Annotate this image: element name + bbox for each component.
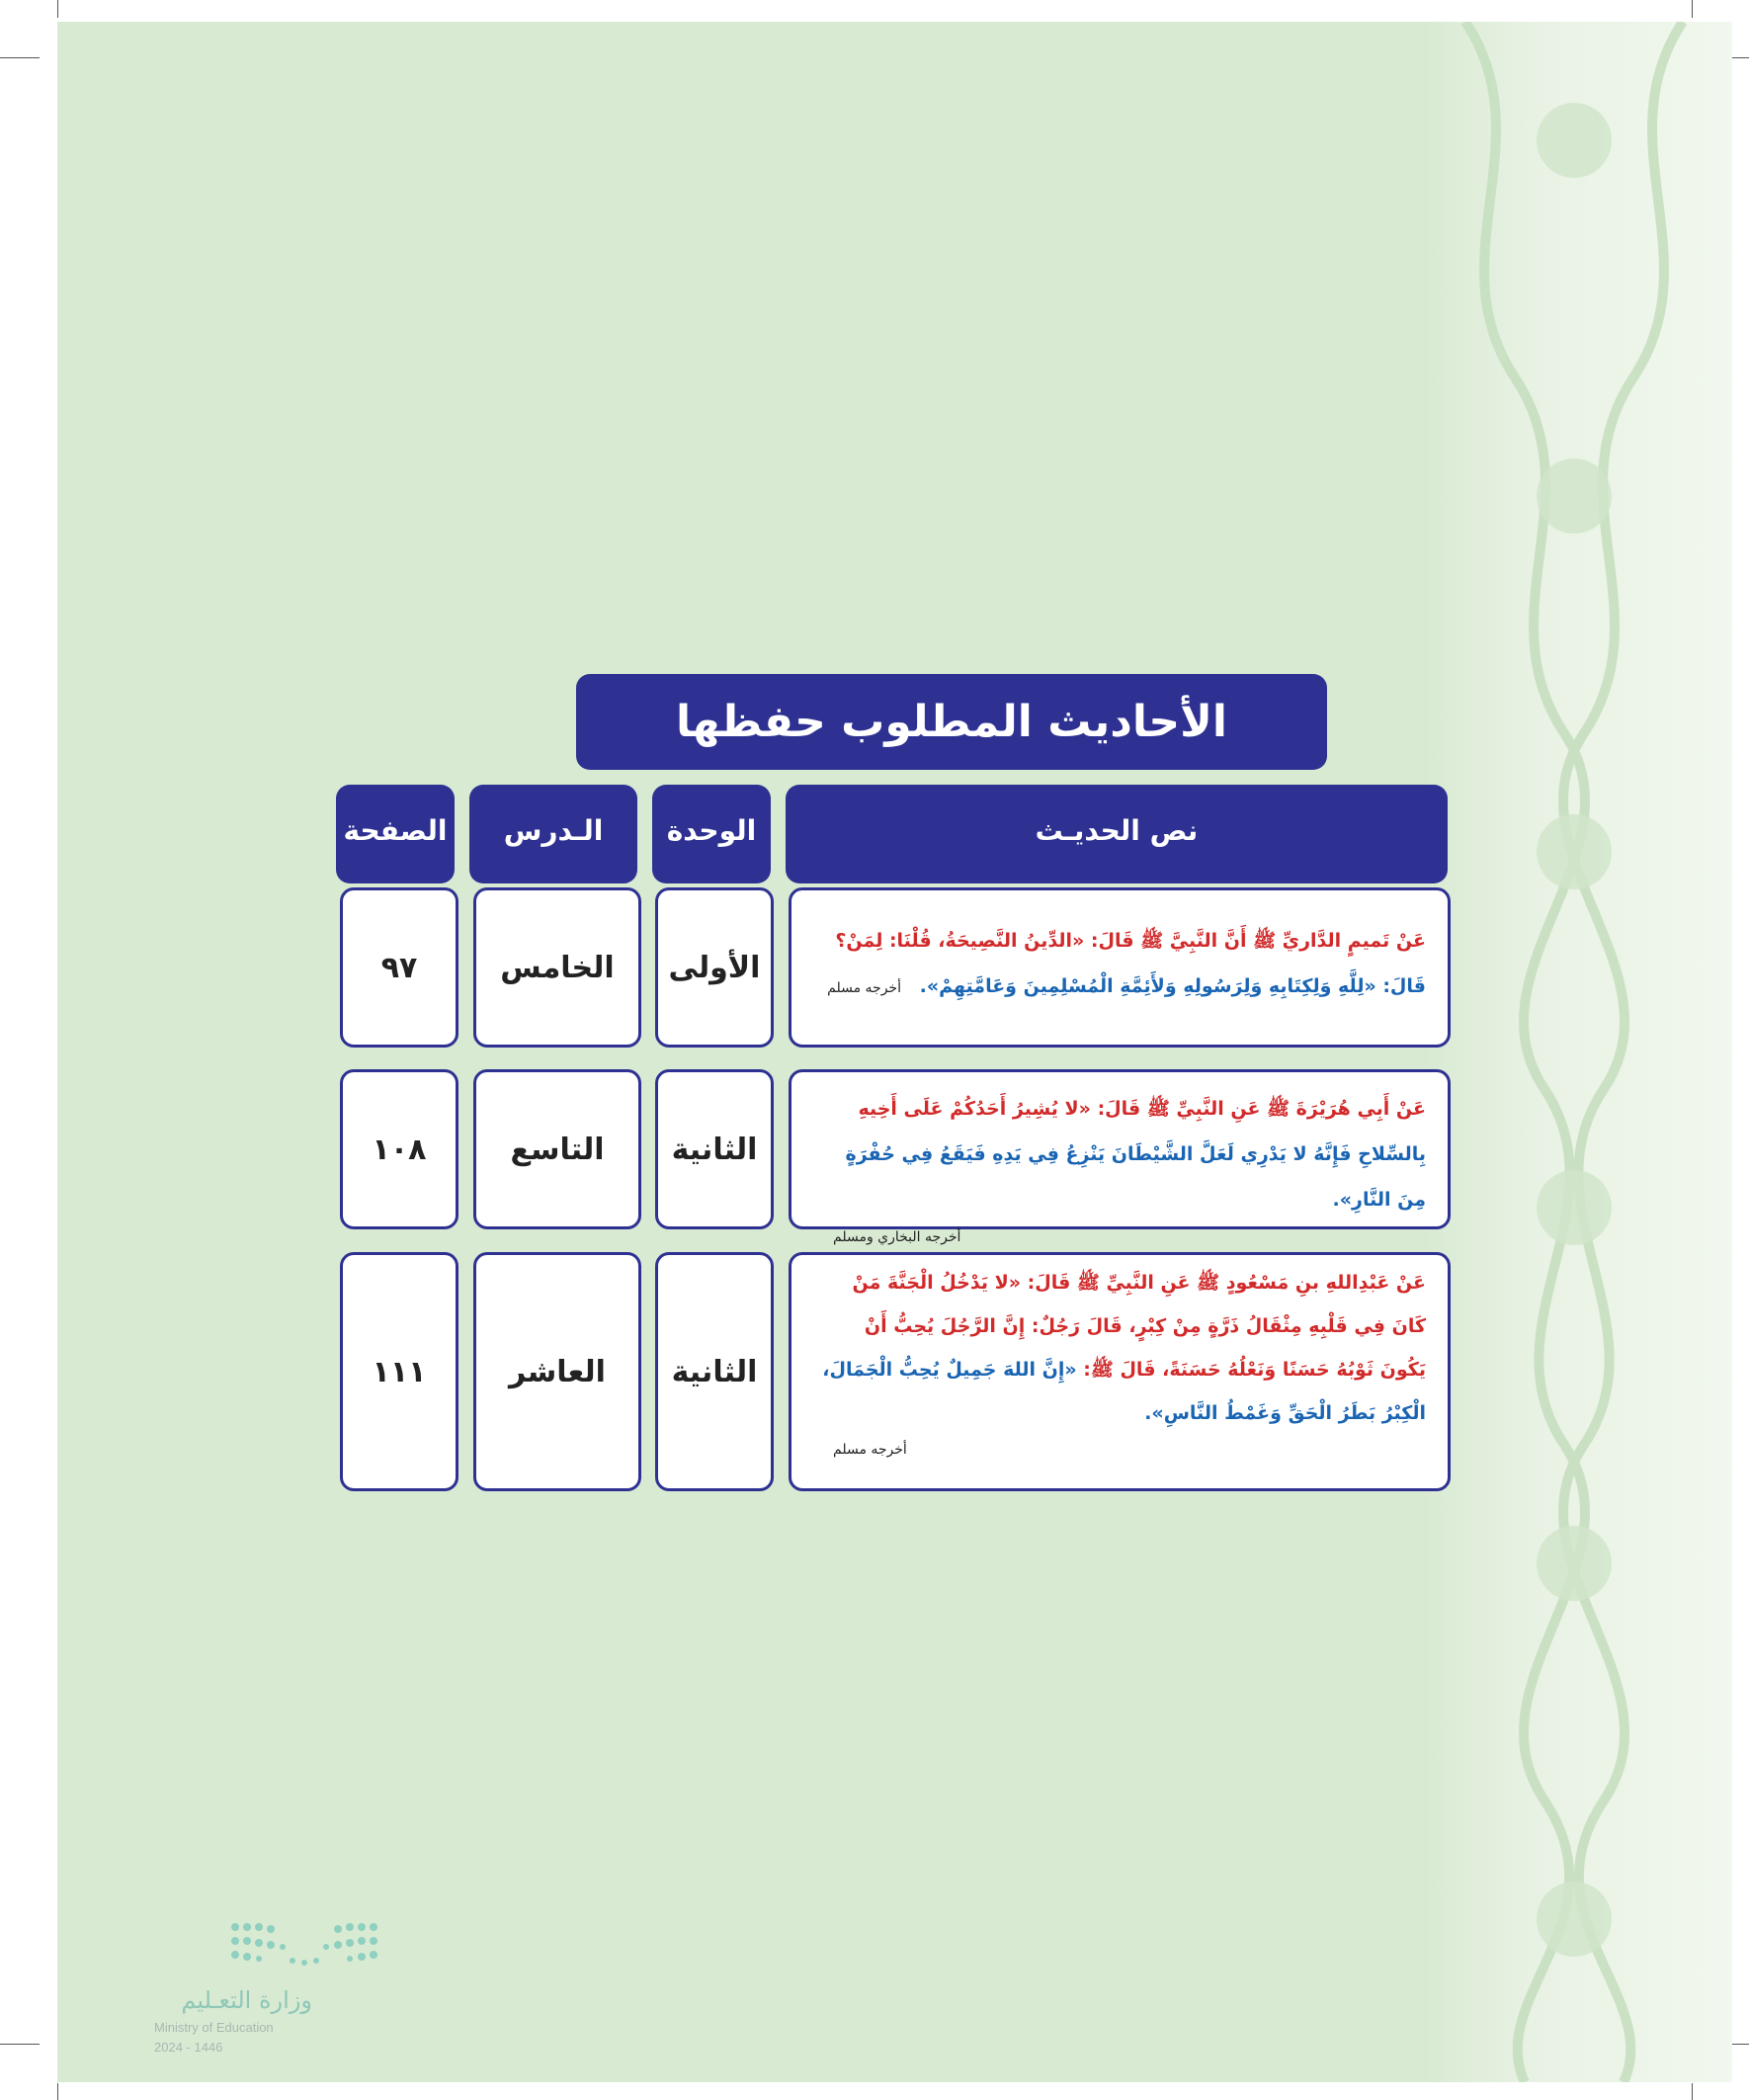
header-text-label: نص الحديـث (1035, 814, 1199, 847)
page-title: الأحاديث المطلوب حفظها (676, 697, 1227, 747)
edition-year: 2024 - 1446 (154, 2040, 223, 2055)
hadith-text-red: عَنْ عَبْدِاللهِ بنِ مَسْعُودٍ ﷺ عَنِ النَّبِيِّ ﷺ قَالَ: «لا يَدْخُلُ الْجَنَّةَ مَنْ كَانَ فِي قَلْبِهِ مِثْقَالُ ذَرَّةٍ مِنْ كِبْرٍ، قَالَ رَجُلٌ: إِنَّ الرَّجُلَ يُحِبُّ أَنْ يَكُونَ ثَوْبُهُ حَسَنًا وَنَعْلُهُ حَسَنَةً، قَالَ ﷺ: (852, 1272, 1426, 1381)
crop-mark (1692, 0, 1693, 18)
header-lesson-label: الـدرس (503, 814, 604, 847)
row-3-hadith (789, 1252, 1451, 1491)
row-3-page (340, 1252, 458, 1491)
hadith-text-blue: قَالَ: «لِلَّهِ وَلِكِتَابِهِ وَلِرَسُولِهِ وَلأَئِمَّةِ الْمُسْلِمِينَ وَعَامَّتِهِمْ». (919, 975, 1426, 997)
page (57, 22, 1732, 2082)
header-page (336, 785, 455, 883)
ministry-logo (154, 1919, 381, 2067)
crop-mark (0, 2044, 40, 2045)
lesson-name: الخامس (500, 950, 615, 985)
ministry-name-english: Ministry of Education (154, 2020, 274, 2035)
row-3-lesson (473, 1252, 641, 1491)
row-1-lesson (473, 887, 641, 1048)
hadith-source: أخرجه مسلم (827, 980, 901, 996)
hadith-source: أخرجه البخاري ومسلم (833, 1229, 961, 1245)
hadith-text-red: عَنْ أَبِي هُرَيْرَةَ ﷺ عَنِ النَّبِيِّ ﷺ قَالَ: «لا يُشِيرُ أَحَدُكُمْ عَلَى أَخِيهِ (858, 1098, 1426, 1120)
row-1-page (340, 887, 458, 1048)
header-unit-label: الوحدة (666, 814, 757, 847)
ministry-name-arabic: وزارة التعـليم (181, 1986, 312, 2014)
crop-mark (57, 0, 58, 18)
page-number: ١١١ (372, 1354, 427, 1389)
row-2-hadith (789, 1069, 1451, 1245)
crop-mark (0, 57, 40, 58)
row-2-page (340, 1069, 458, 1229)
row-1-unit (655, 887, 774, 1048)
row-1-hadith (789, 887, 1451, 1048)
ornament-pattern-icon (1426, 22, 1732, 2082)
hadith-source: أخرجه مسلم (833, 1442, 907, 1458)
header-page-label: الصفحة (343, 814, 448, 847)
lesson-name: العاشر (509, 1354, 606, 1389)
page-title-box (576, 674, 1327, 770)
hadith-text-red: عَنْ تَميمٍ الدَّاريِّ ﷺ أَنَّ النَّبِيَّ ﷺ قَالَ: «الدِّينُ النَّصِيحَةُ، قُلْنَا: لِمَنْ؟ (835, 930, 1426, 952)
crop-mark (1692, 2083, 1693, 2100)
unit-name: الثانية (671, 1132, 758, 1167)
crop-mark (57, 2083, 58, 2100)
page-number: ٩٧ (380, 950, 418, 985)
row-2-unit (655, 1069, 774, 1229)
hadith-text-blue: «إِنَّ اللهَ جَمِيلٌ يُحِبُّ الْجَمَالَ، الْكِبْرُ بَطَرُ الْحَقِّ وَغَمْطُ النَّاسِ». (822, 1359, 1426, 1424)
ministry-dots-icon (229, 1919, 387, 1974)
ornament-border (1426, 22, 1732, 2082)
header-unit (652, 785, 771, 883)
header-text (786, 785, 1448, 883)
header-lesson (469, 785, 637, 883)
page-number: ١٠٨ (372, 1132, 427, 1167)
unit-name: الأولى (668, 950, 761, 985)
unit-name: الثانية (671, 1354, 758, 1389)
row-2-lesson (473, 1069, 641, 1229)
row-3-unit (655, 1252, 774, 1491)
lesson-name: التاسع (510, 1132, 605, 1167)
hadith-text-blue: بِالسِّلاحِ فَإِنَّهُ لا يَدْرِي لَعَلَّ الشَّيْطَانَ يَنْزِعُ فِي يَدِهِ فَيَقَعُ فِي حُفْرَةٍ مِنَ النَّارِ». (845, 1143, 1426, 1211)
